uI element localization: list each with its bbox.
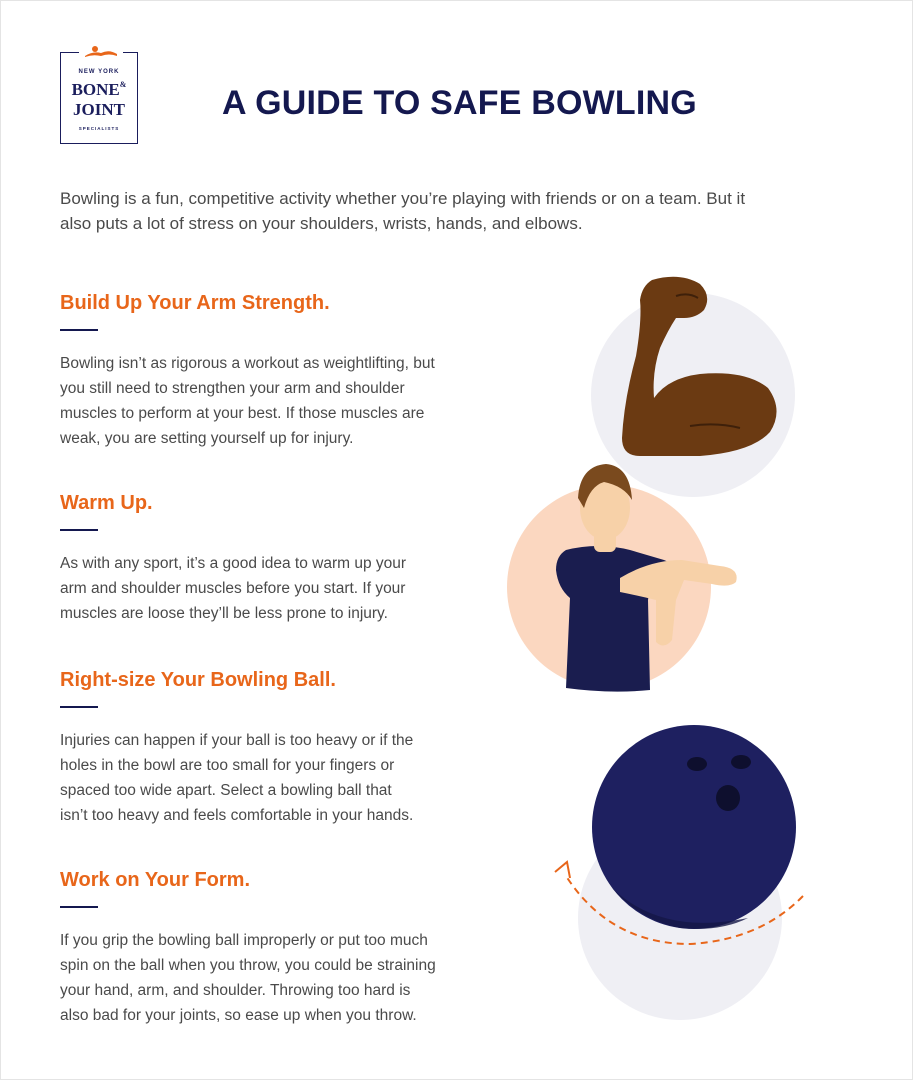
section-divider [60,706,98,708]
section-form [60,869,450,1028]
section-arm-strength [60,292,450,451]
logo-line-bone [61,80,137,100]
logo-ampersand: & [119,80,127,89]
section-heading: Right-size Your Bowling Ball. [60,669,336,691]
section-warm-up [60,492,450,626]
section-body: Injuries can happen if your ball is too heavy or if the holes in the bowl are too small for your fingers or spaced too wide apart. Select a bowling ball that isn’t too heavy and feels comfortable in your hands. [60,732,414,824]
section-body: Bowling isn’t as rigorous a workout as weightlifting, but you still need to strengthen your arm and shoulder muscles to perform at your best. If those muscles are weak, you are setting yourself up for injury. [60,355,435,447]
section-bowling-ball-size [60,669,450,828]
logo-line-joint: JOINT [73,100,125,119]
brand-logo [60,52,138,144]
section-heading: Build Up Your Arm Strength. [60,292,330,314]
page-title: A GUIDE TO SAFE BOWLING [222,84,697,122]
logo-line-new-york: NEW YORK [78,69,120,75]
logo-line-specialists: SPECIALISTS [78,126,120,131]
section-divider [60,529,98,531]
section-divider [60,329,98,331]
section-divider [60,906,98,908]
section-heading: Work on Your Form. [60,869,251,891]
section-body: As with any sport, it’s a good idea to warm up your arm and shoulder muscles before you start. If your muscles are loose they’ll be less prone to injury. [60,555,407,622]
section-heading: Warm Up. [60,492,153,514]
section-body: If you grip the bowling ball improperly or put too much spin on the ball when you throw, you could be straining your hand, arm, and shoulder. Throwing too hard is also bad for your joints, so ease up when you throw. [60,932,436,1024]
logo-bone-text: BONE [71,80,120,99]
intro-paragraph: Bowling is a fun, competitive activity whether you’re playing with friends or on a team. But it also puts a lot of stress on your shoulders, wrists, hands, and elbows. [60,189,746,233]
logo-figure-icon [79,43,123,61]
